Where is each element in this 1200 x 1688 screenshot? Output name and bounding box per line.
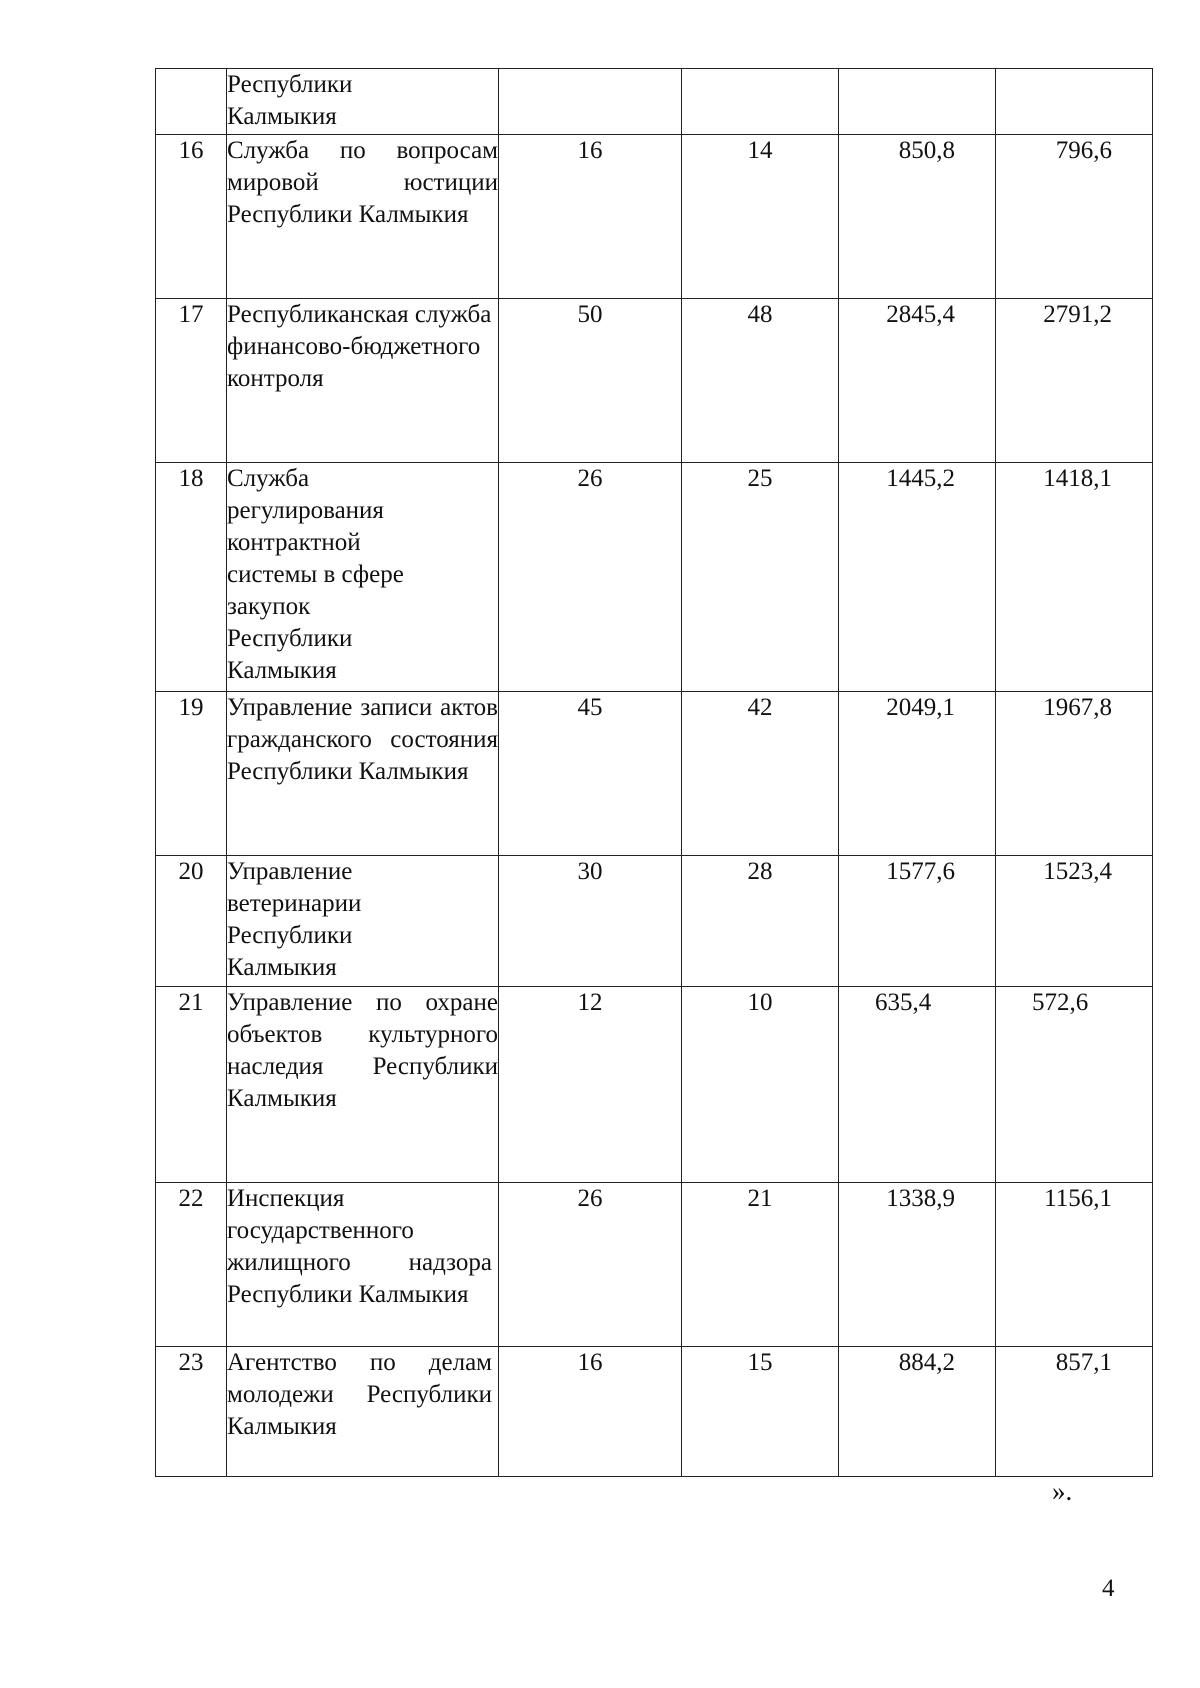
amount-planned-cell: 2845,4: [839, 299, 996, 463]
amount-actual-cell: 1156,1: [996, 1183, 1153, 1347]
row-number-cell: 16: [156, 135, 227, 299]
amount-planned-cell: 1577,6: [839, 856, 996, 987]
amount-actual-cell: 857,1: [996, 1347, 1153, 1477]
organization-name-cell: Служба по вопросам мировой юстиции Республики Калмыкия: [227, 135, 499, 299]
staff-planned-cell: 16: [499, 1347, 682, 1477]
table-row: [156, 692, 1153, 856]
organization-name-cell: Агентство по делам молодежи Республики Калмыкия: [227, 1347, 499, 1477]
name-line: Республики: [227, 71, 353, 98]
value-cell: [996, 69, 1153, 135]
amount-planned-cell: 635,4: [839, 987, 996, 1183]
row-number-cell: 21: [156, 987, 227, 1183]
amount-planned-cell: 850,8: [839, 135, 996, 299]
table-row: [156, 135, 1153, 299]
value-cell: [499, 69, 682, 135]
staff-planned-cell: 26: [499, 463, 682, 692]
amount-actual-cell: 1523,4: [996, 856, 1153, 987]
row-number-cell: 18: [156, 463, 227, 692]
row-number-cell: 17: [156, 299, 227, 463]
organization-name-cell: Управление по охране объектов культурного наследия Республики Калмыкия: [227, 987, 499, 1183]
staff-planned-cell: 26: [499, 1183, 682, 1347]
row-number-cell: 20: [156, 856, 227, 987]
amount-actual-cell: 572,6: [996, 987, 1153, 1183]
staff-actual-cell: 15: [682, 1347, 839, 1477]
staff-actual-cell: 21: [682, 1183, 839, 1347]
staff-planned-cell: 50: [499, 299, 682, 463]
organization-name-cell: Управление ветеринарии Республики Калмыкия: [227, 856, 499, 987]
organization-name-cell: [227, 69, 499, 135]
table-row-continuation: [156, 69, 1153, 135]
closing-quote: ».: [1052, 1476, 1073, 1506]
staff-actual-cell: 25: [682, 463, 839, 692]
staff-planned-cell: 45: [499, 692, 682, 856]
staff-planned-cell: 16: [499, 135, 682, 299]
staff-actual-cell: 10: [682, 987, 839, 1183]
page-number: 4: [1102, 1575, 1115, 1602]
row-number-cell: [156, 69, 227, 135]
amount-actual-cell: 1967,8: [996, 692, 1153, 856]
row-number-cell: 19: [156, 692, 227, 856]
row-number-cell: 23: [156, 1347, 227, 1477]
table-row: [156, 856, 1153, 987]
value-cell: [839, 69, 996, 135]
staff-planned-cell: 12: [499, 987, 682, 1183]
name-line: Калмыкия: [227, 103, 337, 130]
amount-actual-cell: 1418,1: [996, 463, 1153, 692]
staff-actual-cell: 42: [682, 692, 839, 856]
organization-name-cell: Инспекция государственного жилищного надзора Республики Калмыкия: [227, 1183, 499, 1347]
row-number-cell: 22: [156, 1183, 227, 1347]
amount-actual-cell: 2791,2: [996, 299, 1153, 463]
amount-actual-cell: 796,6: [996, 135, 1153, 299]
organization-name-cell: Республиканская служба финансово-бюджетного контроля: [227, 299, 499, 463]
table-row: [156, 463, 1153, 692]
organization-name-cell: Служба регулирования контрактной системы в сфере закупок Республики Калмыкия: [227, 463, 499, 692]
organizations-table: [155, 68, 1153, 1477]
table-row: [156, 987, 1153, 1183]
staff-planned-cell: 30: [499, 856, 682, 987]
staff-actual-cell: 48: [682, 299, 839, 463]
amount-planned-cell: 884,2: [839, 1347, 996, 1477]
amount-planned-cell: 1338,9: [839, 1183, 996, 1347]
staff-actual-cell: 14: [682, 135, 839, 299]
value-cell: [682, 69, 839, 135]
table-row: [156, 299, 1153, 463]
amount-planned-cell: 2049,1: [839, 692, 996, 856]
amount-planned-cell: 1445,2: [839, 463, 996, 692]
staff-actual-cell: 28: [682, 856, 839, 987]
table-row: [156, 1183, 1153, 1347]
table-row: [156, 1347, 1153, 1477]
organization-name-cell: Управление записи актов гражданского состояния Республики Калмыкия: [227, 692, 499, 856]
